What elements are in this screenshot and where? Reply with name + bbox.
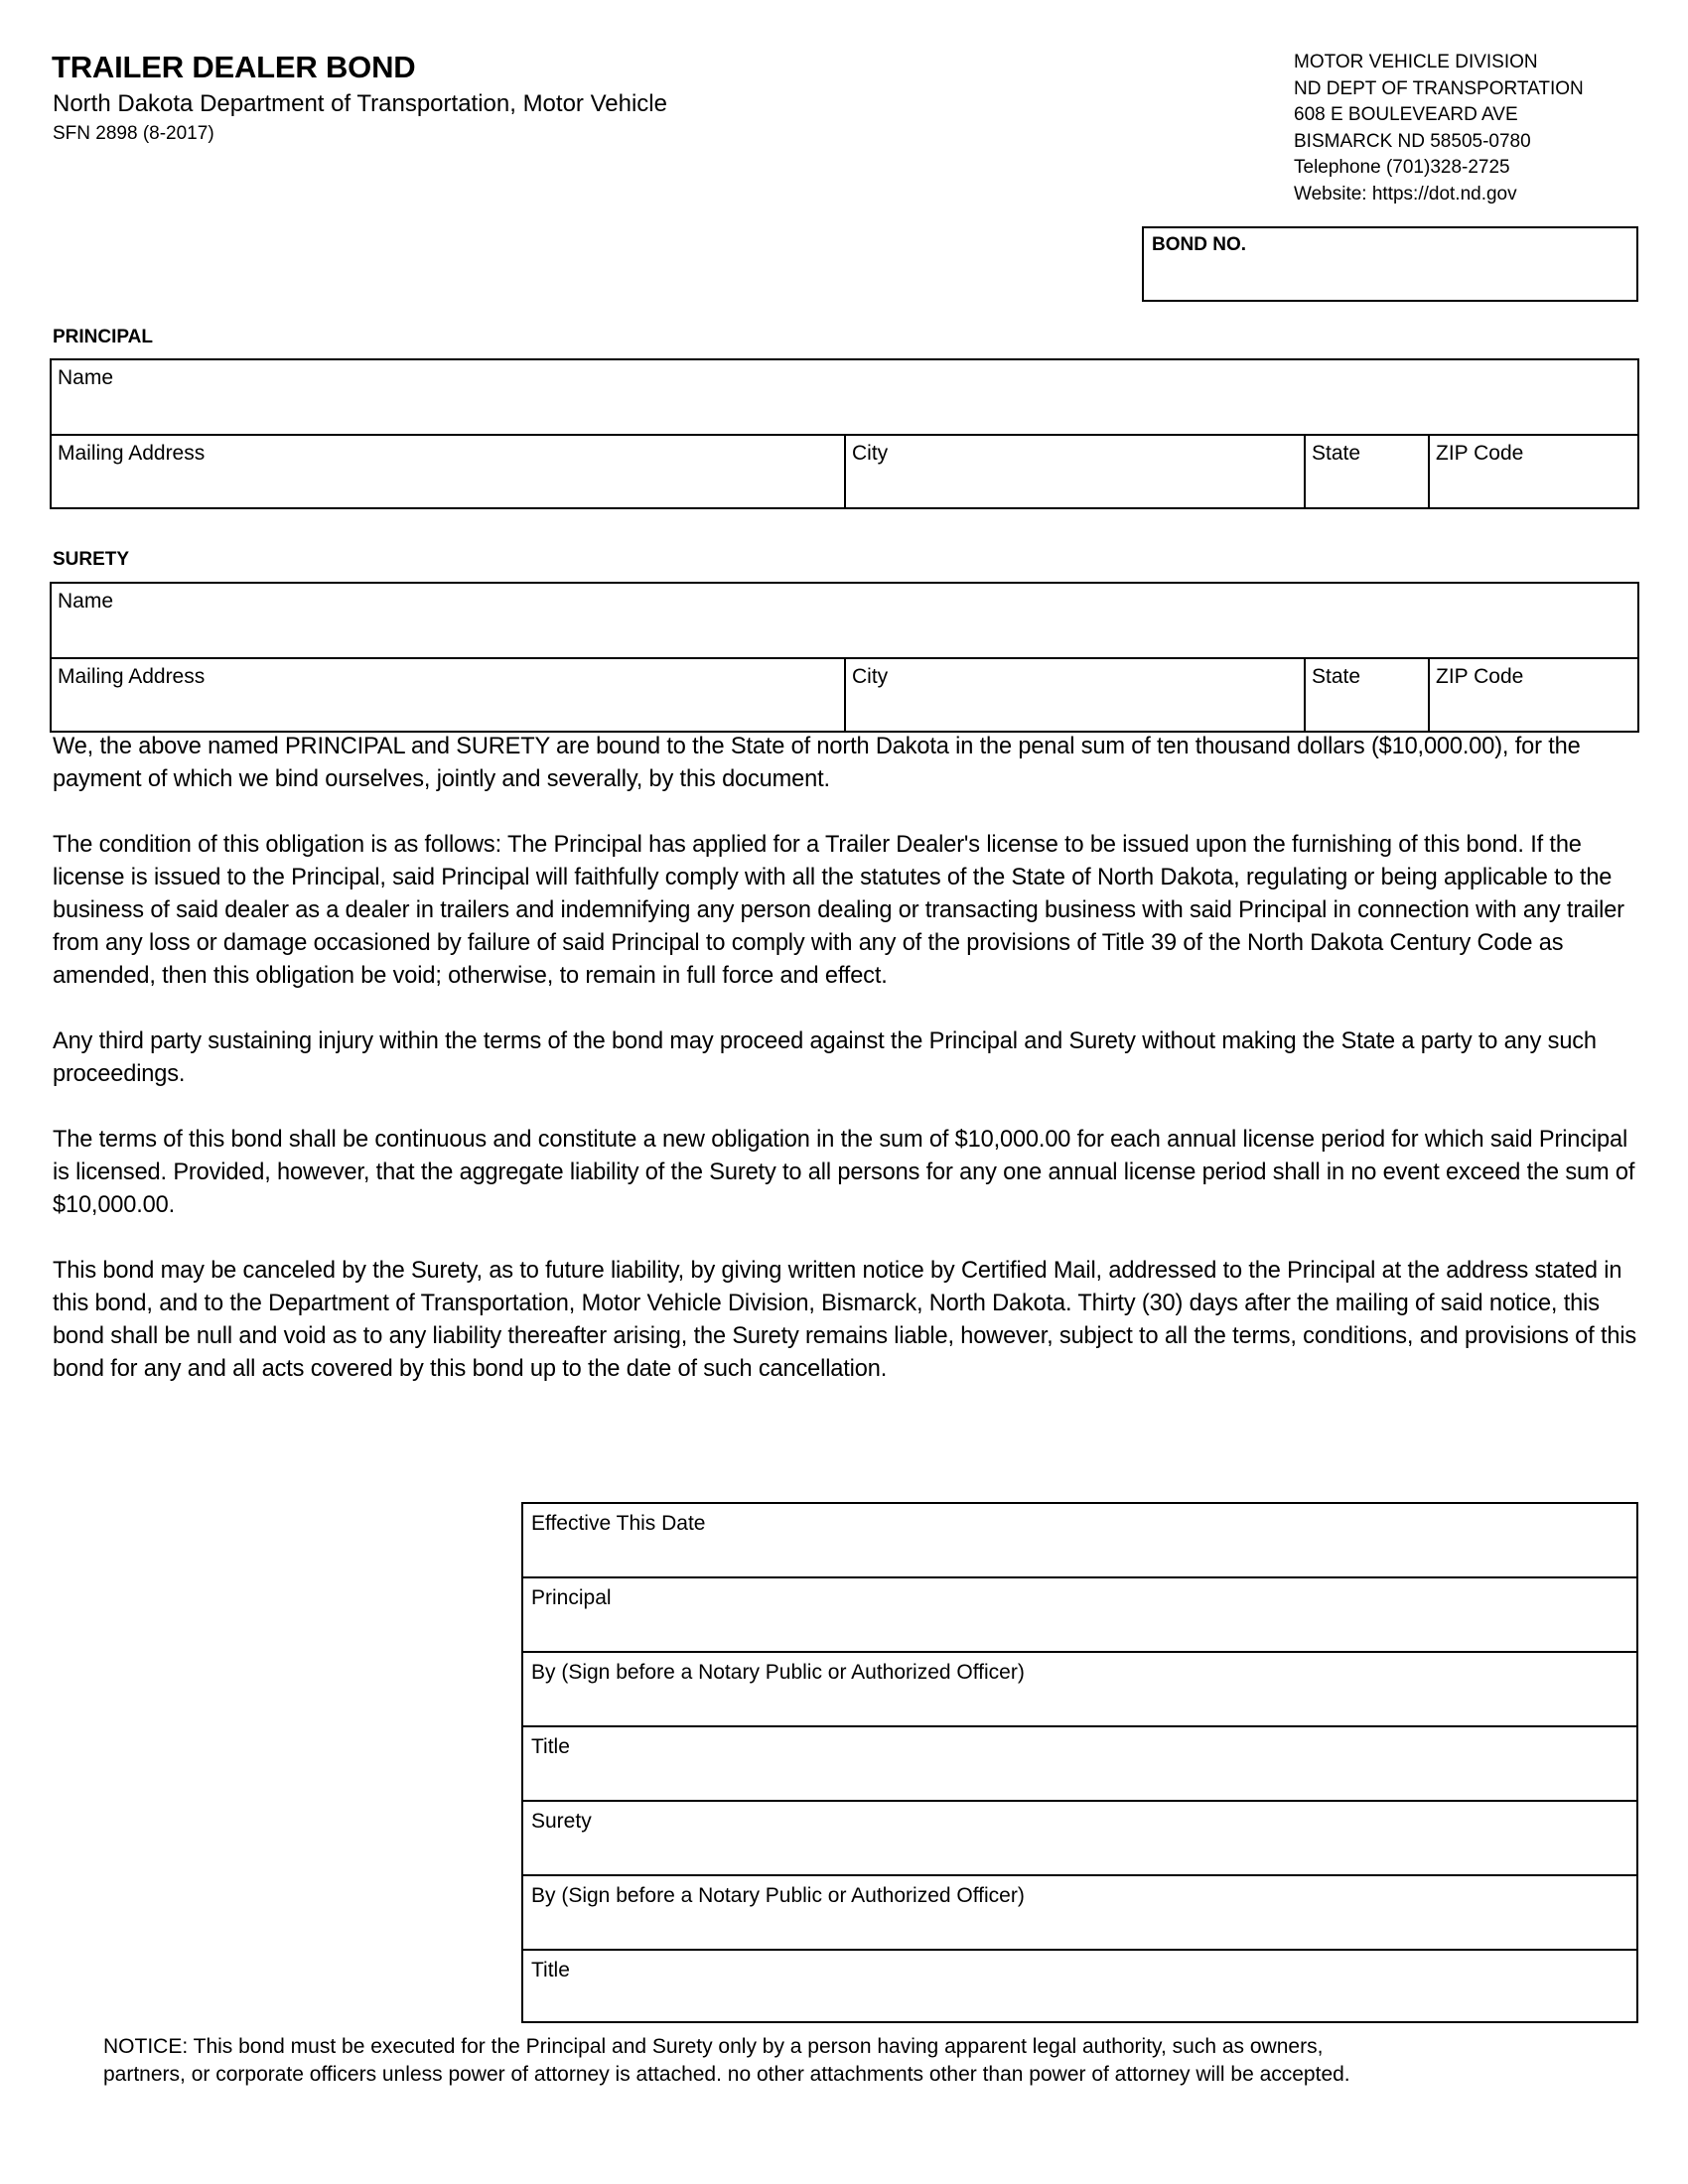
surety-city-label: City xyxy=(852,665,889,688)
principal-by-signature-input[interactable] xyxy=(529,1692,1630,1723)
surety-name-label: Name xyxy=(58,590,114,613)
principal-table xyxy=(50,358,1639,509)
address-line: 608 E BOULEVEARD AVE xyxy=(1294,104,1518,126)
surety-zip-label: ZIP Code xyxy=(1436,665,1524,688)
surety-by-row xyxy=(523,1876,1636,1951)
address-line: BISMARCK ND 58505-0780 xyxy=(1294,130,1531,152)
notice-line: NOTICE: This bond must be executed for the Principal and Surety only by a person having apparent legal authority, such as owners, xyxy=(103,2035,1324,2058)
notice-line: partners, or corporate officers unless power of attorney is attached. no other attachments other than power of attorney will be accepted. xyxy=(103,2063,1350,2086)
surety-title-label: Title xyxy=(531,1959,570,1981)
surety-by-signature-input[interactable] xyxy=(529,1915,1630,1947)
principal-address-input[interactable] xyxy=(58,472,838,503)
surety-zip-cell xyxy=(1430,659,1637,731)
principal-state-input[interactable] xyxy=(1312,472,1422,503)
principal-state-cell xyxy=(1306,436,1428,507)
principal-zip-cell xyxy=(1430,436,1637,507)
surety-address-label: Mailing Address xyxy=(58,665,206,688)
agency-address-block xyxy=(1294,50,1584,208)
principal-title-label: Title xyxy=(531,1735,570,1758)
principal-zip-input[interactable] xyxy=(1436,472,1631,503)
surety-name-input[interactable] xyxy=(58,621,1631,653)
principal-state-label: State xyxy=(1312,442,1361,465)
bond-number-box xyxy=(1142,226,1638,302)
surety-address-cell xyxy=(52,659,844,731)
paragraph-condition: The condition of this obligation is as follows: The Principal has applied for a Trailer Dealer's license to be issued upon the furnishing of this bond. If the license is issued to the Principal, said Principal will faithfully comply with all the statutes of the State of North Dakota, regulating or being applicable to the business of said dealer as a dealer in trailers and indemnifying any person dealing or transacting business with said Principal in connection with any trailer from any loss or damage occasioned by failure of said Principal to comply with any of the provisions of Title 39 of the North Dakota Century Code as amended, then this obligation be void; otherwise, to remain in full force and effect. xyxy=(53,832,1624,989)
address-telephone: Telephone (701)328-2725 xyxy=(1294,157,1510,179)
surety-city-cell xyxy=(846,659,1304,731)
surety-address-input[interactable] xyxy=(58,695,838,727)
principal-label: Principal xyxy=(531,1586,612,1609)
bond-terms xyxy=(53,731,1641,1419)
principal-by-row xyxy=(523,1653,1636,1727)
surety-state-label: State xyxy=(1312,665,1361,688)
principal-signature-row xyxy=(523,1578,1636,1653)
paragraph-penal-sum: We, the above named PRINCIPAL and SURETY are bound to the State of north Dakota in the penal sum of ten thousand dollars ($10,000.00), for the payment of which we bind ourselves, jointly and severally, by this document. xyxy=(53,734,1581,792)
effective-date-input[interactable] xyxy=(529,1543,1630,1574)
principal-section-label: PRINCIPAL xyxy=(53,327,153,347)
principal-title-row xyxy=(523,1727,1636,1802)
principal-name-label: Name xyxy=(58,366,114,389)
principal-city-input[interactable] xyxy=(852,472,1298,503)
surety-section-label: SURETY xyxy=(53,549,130,570)
form-title: TRAILER DEALER BOND xyxy=(52,50,416,84)
paragraph-continuous-terms: The terms of this bond shall be continuous and constitute a new obligation in the sum of $10,000.00 for each annual license period for which said Principal is licensed. Provided, however, that the aggregate liability of the Surety to all persons for any one annual license period shall in no event exceed the sum of $10,000.00. xyxy=(53,1127,1635,1218)
surety-zip-input[interactable] xyxy=(1436,695,1631,727)
surety-state-input[interactable] xyxy=(1312,695,1422,727)
surety-table xyxy=(50,582,1639,733)
surety-city-input[interactable] xyxy=(852,695,1298,727)
notice xyxy=(103,2033,1652,2089)
principal-zip-label: ZIP Code xyxy=(1436,442,1524,465)
surety-title-row xyxy=(523,1951,1636,2025)
signature-table xyxy=(521,1502,1638,2023)
principal-city-label: City xyxy=(852,442,889,465)
surety-state-cell xyxy=(1306,659,1428,731)
bond-number-label: BOND NO. xyxy=(1152,234,1246,255)
surety-title-input[interactable] xyxy=(529,1989,1630,2021)
principal-address-cell xyxy=(52,436,844,507)
surety-by-label: By (Sign before a Notary Public or Authorized Officer) xyxy=(531,1884,1025,1907)
paragraph-third-party: Any third party sustaining injury within the terms of the bond may proceed against the Principal and Surety without making the State a party to any such proceedings. xyxy=(53,1028,1597,1087)
address-line: ND DEPT OF TRANSPORTATION xyxy=(1294,77,1584,99)
principal-city-cell xyxy=(846,436,1304,507)
principal-address-label: Mailing Address xyxy=(58,442,206,465)
principal-title-input[interactable] xyxy=(529,1766,1630,1798)
principal-name-cell xyxy=(52,360,1637,434)
address-line: MOTOR VEHICLE DIVISION xyxy=(1294,52,1538,72)
form-number: SFN 2898 (8-2017) xyxy=(53,123,214,144)
surety-input[interactable] xyxy=(529,1841,1630,1872)
surety-name-cell xyxy=(52,584,1637,657)
form-subtitle: North Dakota Department of Transportation, Motor Vehicle xyxy=(53,90,667,117)
effective-date-row xyxy=(523,1504,1636,1578)
principal-by-label: By (Sign before a Notary Public or Authorized Officer) xyxy=(531,1661,1025,1684)
principal-input[interactable] xyxy=(529,1617,1630,1649)
effective-date-label: Effective This Date xyxy=(531,1512,706,1535)
surety-signature-row xyxy=(523,1802,1636,1876)
surety-label: Surety xyxy=(531,1810,592,1833)
paragraph-cancellation: This bond may be canceled by the Surety, as to future liability, by giving written notice by Certified Mail, addressed to the Principal at the address stated in this bond, and to the Department of Transportation, Motor Vehicle Division, Bismarck, North Dakota. Thirty (30) days after the mailing of said notice, this bond shall be null and void as to any liability thereafter arising, the Surety remains liable, however, subject to all the terms, conditions, and provisions of this bond for any and all acts covered by this bond up to the date of such cancellation. xyxy=(53,1258,1637,1382)
principal-name-input[interactable] xyxy=(58,398,1631,430)
address-website: Website: https://dot.nd.gov xyxy=(1294,183,1517,205)
bond-number-input[interactable] xyxy=(1152,262,1628,294)
